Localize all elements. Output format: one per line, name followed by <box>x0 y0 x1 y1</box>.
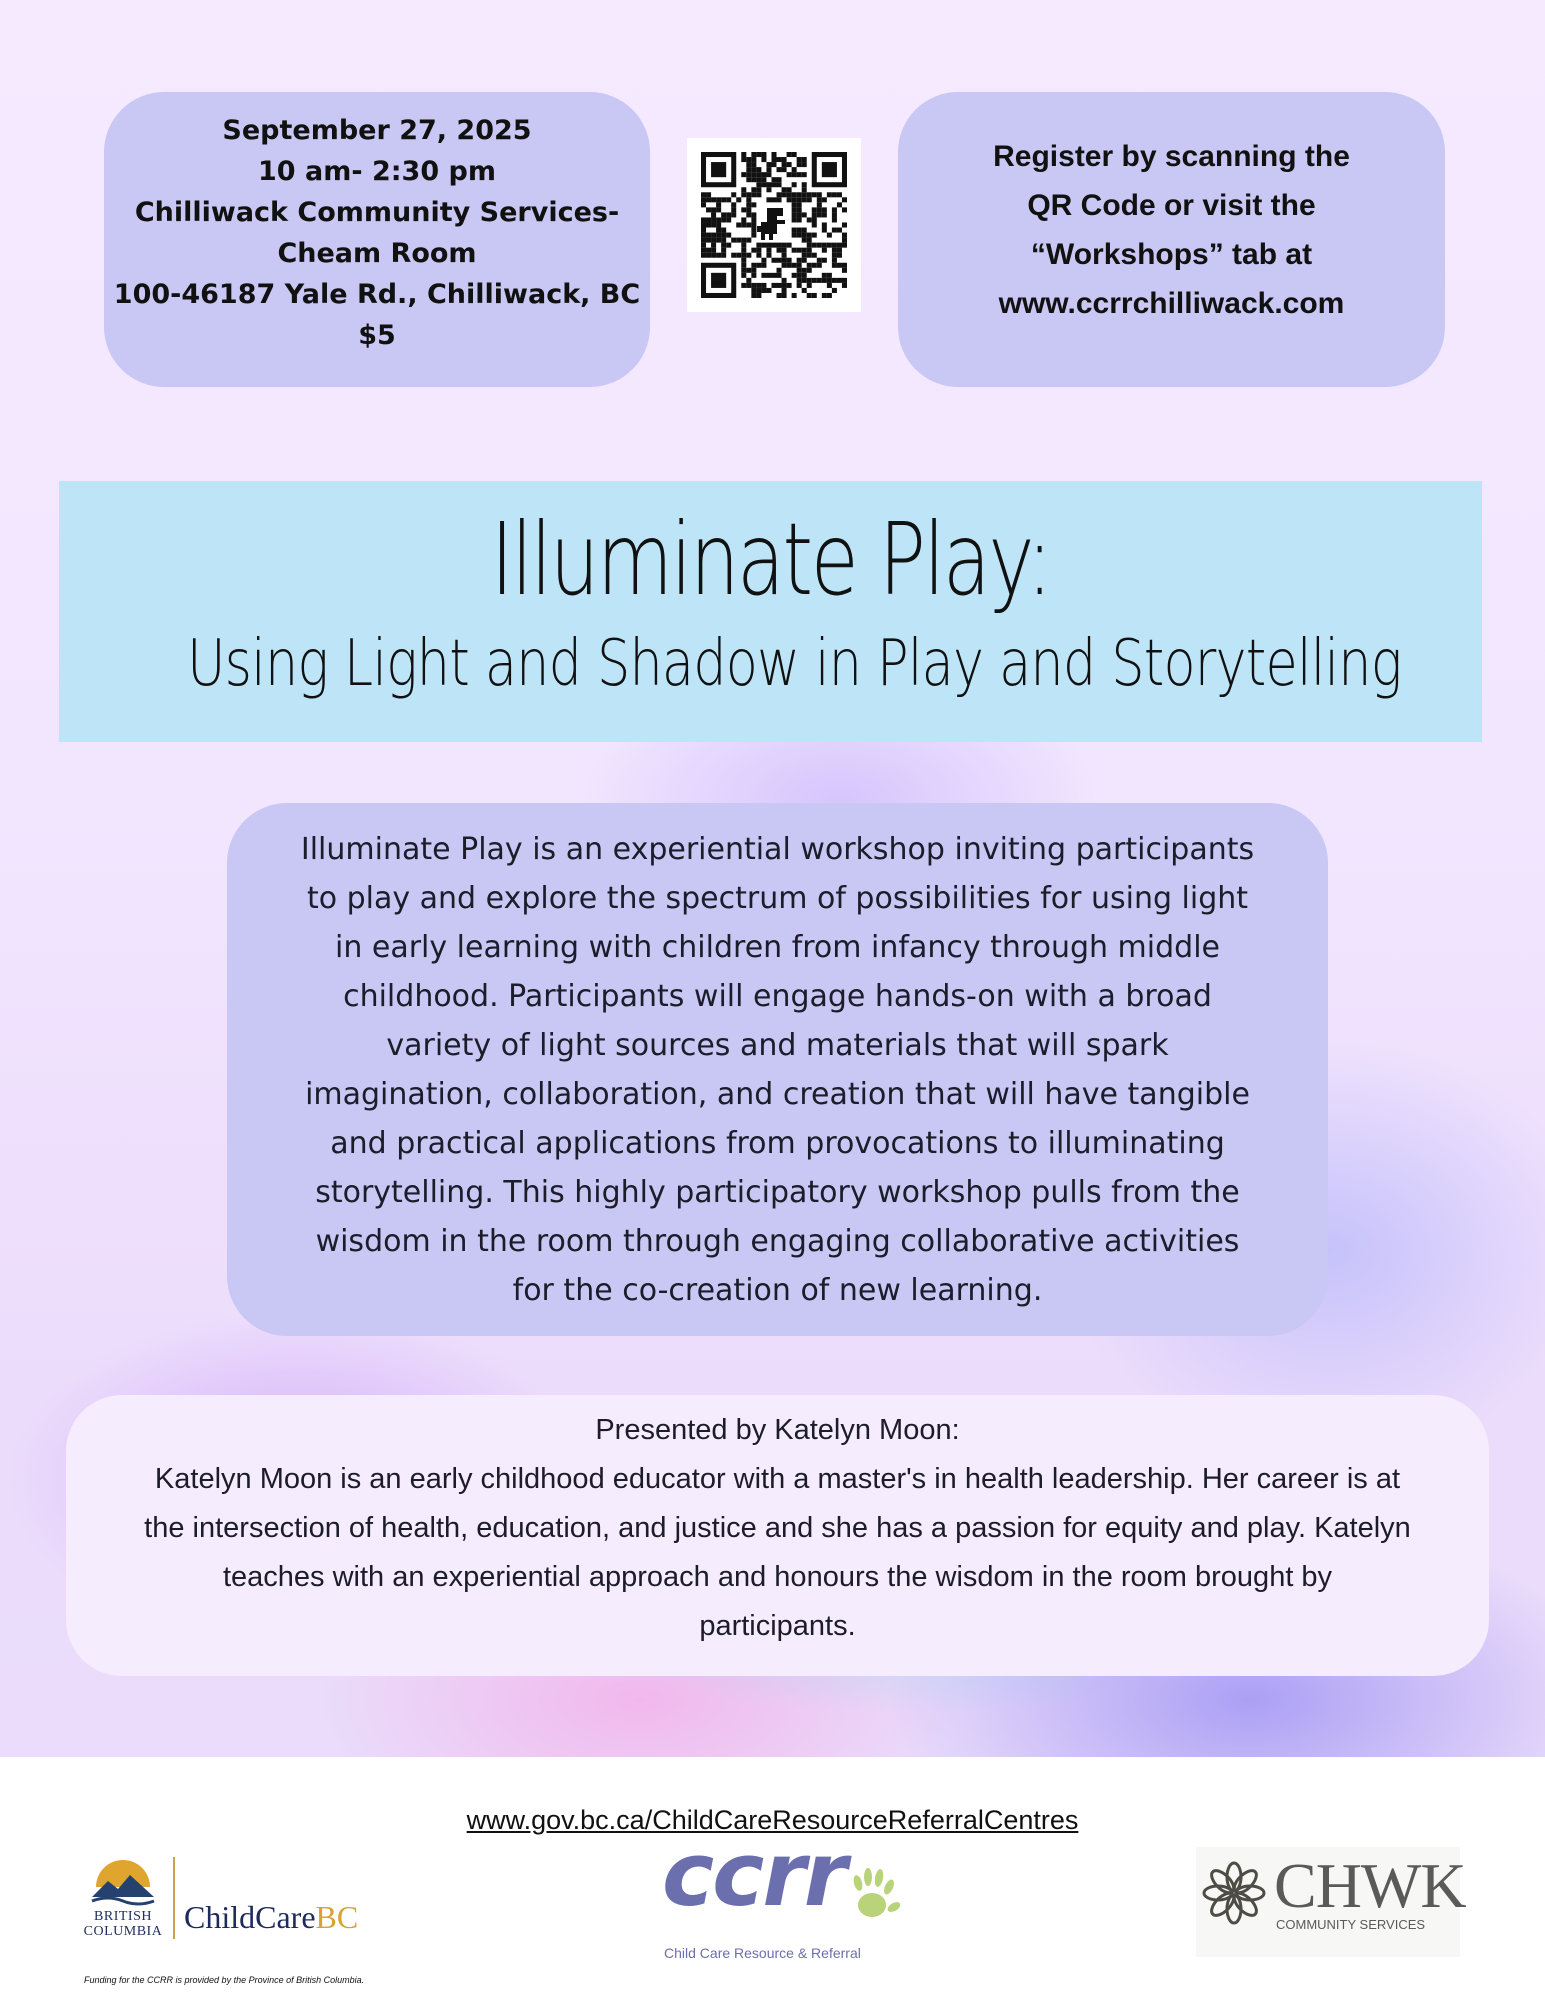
bc-logo-divider <box>173 1857 175 1939</box>
event-price: $5 <box>358 320 396 351</box>
ccrr-wordmark: ccrr <box>662 1823 846 1926</box>
event-details-box <box>104 92 650 387</box>
event-room: Cheam Room <box>277 238 477 269</box>
footer <box>0 1757 1545 2000</box>
description-line: imagination, collaboration, and creation that will have tangible <box>305 1077 1250 1112</box>
bc-sun-mountain-icon <box>88 1857 158 1907</box>
childcare-bc-wordmark <box>184 1899 358 1936</box>
event-time: 10 am- 2:30 pm <box>258 156 496 187</box>
chwk-subtitle: COMMUNITY SERVICES <box>1276 1917 1426 1932</box>
presenter-bio-line: teaches with an experiential approach and honours the wisdom in the room brought by <box>222 1561 1333 1593</box>
bc-province-line: COLUMBIA <box>83 1924 163 1939</box>
registration-info-box <box>898 92 1445 387</box>
flower-icon <box>1202 1861 1266 1925</box>
register-website-link[interactable]: www.ccrrchilliwack.com <box>998 287 1345 320</box>
description-line: for the co-creation of new learning. <box>512 1273 1043 1308</box>
ccrr-subtitle: Child Care Resource & Referral <box>664 1945 861 1961</box>
childcare-bc-logo <box>78 1857 398 1987</box>
presenter-heading: Presented by Katelyn Moon: <box>595 1414 960 1446</box>
description-line: wisdom in the room through engaging collaborative activities <box>315 1224 1240 1259</box>
description-line: in early learning with children from infancy through middle <box>335 930 1220 965</box>
registration-qr-code[interactable] <box>687 138 861 312</box>
description-line: childhood. Participants will engage hands-on with a broad <box>343 979 1212 1014</box>
workshop-subtitle: Using Light and Shadow in Play and Storytelling <box>187 627 1402 701</box>
workshop-description <box>227 803 1328 1336</box>
description-line: storytelling. This highly participatory workshop pulls from the <box>315 1175 1240 1210</box>
title-banner <box>59 481 1482 742</box>
funding-note: Funding for the CCRR is provided by the Province of British Columbia. <box>84 1975 365 1985</box>
register-line: “Workshops” tab at <box>1030 238 1313 271</box>
presenter-bio-line: Katelyn Moon is an early childhood educator with a master's in health leadership. Her career is at <box>154 1463 1401 1495</box>
childcare-word: ChildCare <box>184 1899 316 1935</box>
register-line: Register by scanning the <box>993 140 1350 173</box>
description-line: and practical applications from provocations to illuminating <box>330 1126 1225 1161</box>
presenter-bio-line: the intersection of health, education, and justice and she has a passion for equity and play. Katelyn <box>144 1512 1411 1544</box>
bc-province-line: BRITISH <box>94 1909 152 1924</box>
bc-word: BC <box>315 1899 359 1935</box>
chwk-community-services-logo <box>1196 1847 1466 1957</box>
event-address: 100-46187 Yale Rd., Chilliwack, BC <box>113 279 641 310</box>
handprint-icon <box>846 1865 900 1925</box>
qr-code-icon <box>701 152 847 298</box>
description-line: Illuminate Play is an experiential workshop inviting participants <box>300 832 1255 867</box>
description-line: variety of light sources and materials that will spark <box>386 1028 1169 1063</box>
bc-province-name <box>78 1909 168 1939</box>
event-date: September 27, 2025 <box>222 115 532 146</box>
gov-bc-link[interactable]: www.gov.bc.ca/ChildCareResourceReferralCentres <box>466 1805 1079 1835</box>
chwk-wordmark: CHWK <box>1274 1850 1466 1921</box>
register-line: QR Code or visit the <box>1027 189 1316 222</box>
workshop-title: Illuminate Play: <box>490 501 1051 618</box>
event-venue: Chilliwack Community Services- <box>134 197 620 228</box>
description-line: to play and explore the spectrum of possibilities for using light <box>306 881 1249 916</box>
presenter-bio-line: participants. <box>699 1610 856 1642</box>
presenter-bio <box>66 1395 1489 1676</box>
ccrr-logo <box>662 1823 902 1965</box>
